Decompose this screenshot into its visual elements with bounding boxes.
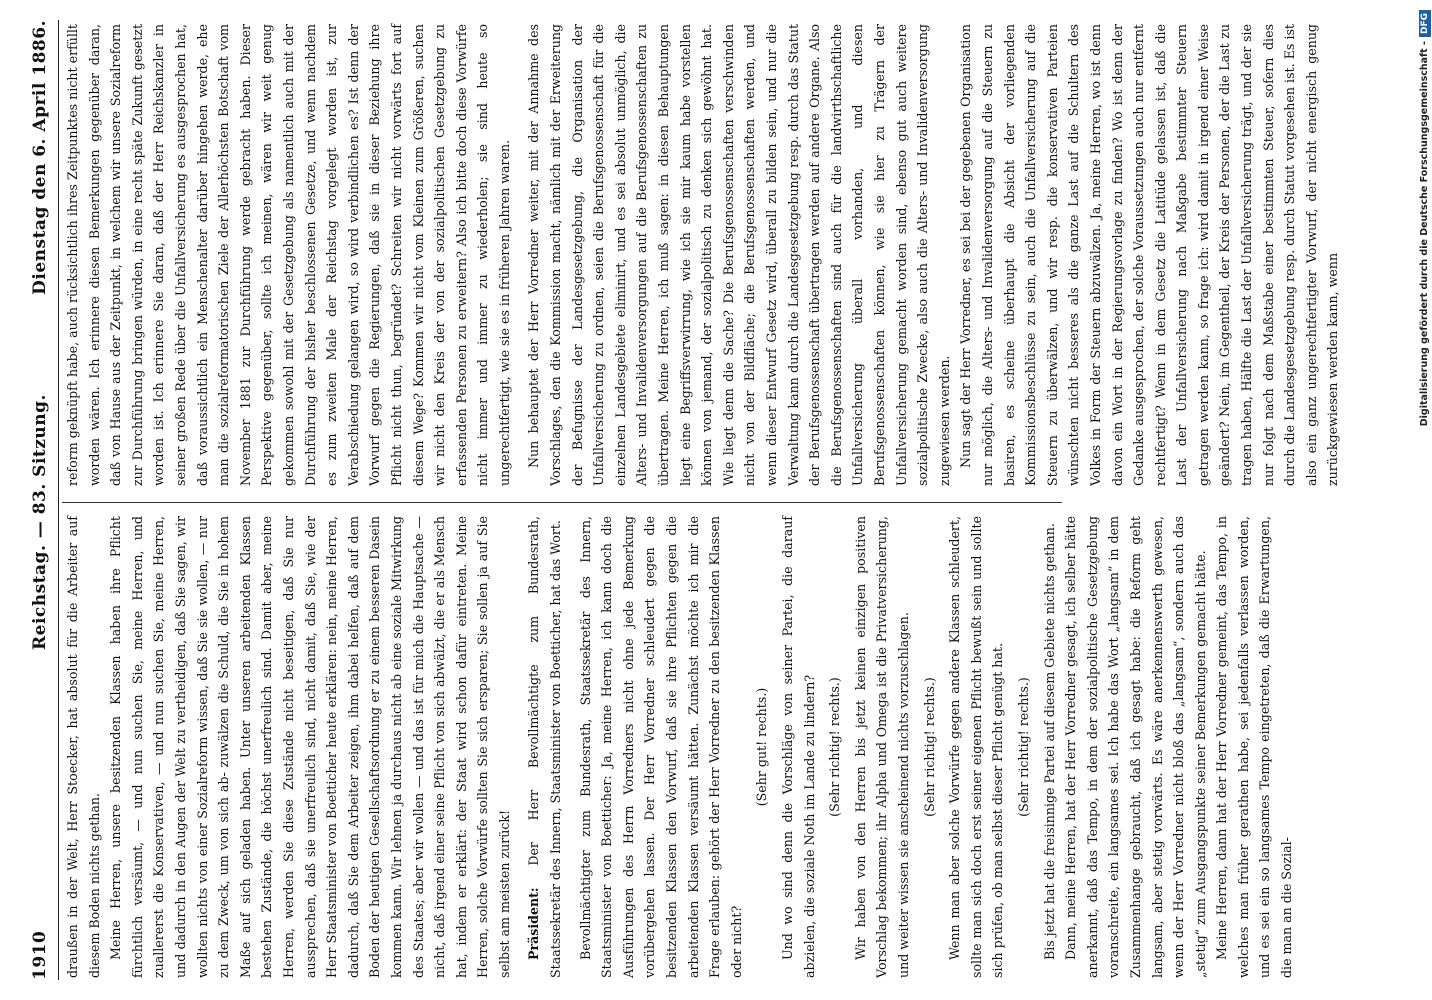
paragraph-text: Der Herr Bevollmächtigte zum Bundesrath, Staatssekretär des Innern, Staatsminister von Boetticher, hat das Wort. [526, 516, 564, 978]
paragraph: Dann, meine Herren, hat der Herr Vorredner gesagt, ich selber hätte anerkannt, daß das Tempo, in dem der sozialpolitische Gesetzgebung voranschreite, ein langsames sei. Ich habe das Wort „langsam“ in dem Zusammenhange gebraucht, daß ich gesagt habe: die Reform geht langsam, aber stetig vorwärts. Es wäre anerkennenswerth gewesen, wenn der Herr Vorredner nicht bloß das „langsam“, sondern auch das „stetig“ zum Ausgangspunkte seiner Bemerkungen gemacht hätte. [1063, 516, 1208, 978]
page-header [30, 20, 56, 980]
paragraph: Meine Herren, unsere besitzenden Klassen haben ihre Pflicht fürchtlich versäumt, — und nun suchen Sie, meine Herren, und zuallererst die Konservativen, — und nun suchen Sie, meine Herren, und dadurch in den Augen der Welt zu vertheidigen, daß Sie sagen, wir wollten nichts von einer Sozialreform wissen, daß Sie sie wollen, — nur zu dem Zweck, um von sich ab- zuwälzen die Schuld, die Sie in hohem Maße auf sich geladen haben. Unter unseren arbeitenden Klassen bestehen Zustände, die höchst unerfreulich sind. Damit aber, meine Herren, werden Sie diese Zustände nicht beseitigen, daß Sie nur aussprechen, daß sie unerfreulich sind, nicht damit, daß Sie, wie der Herr Staatsminister von Boetticher heute erklären: nein, meine Herren, dadurch, daß Sie dem Arbeiter zeigen, ihm dabei helfen, daß auf dem Boden der heutigen Gesellschaftsordnung er zu einem besseren Dasein kommen kann. Wir lehnen ja durchaus nicht ab eine soziale Mitwirkung des Staates; aber wir wollen — und das ist für mich die Hauptsache — nicht, daß irgend einer seine Pflicht von sich abwälzt, die er als Mensch hat, indem er erklärt: der Staat wird schon dafür eintreten. Meine Herren, solche Vorwürfe sollten Sie sich ersparen; Sie sollen ja auf Sie selbst am meisten zurück! [108, 516, 512, 978]
paragraph: Meine Herren, dann hat der Herr Vorredner gemeint, das Tempo, in welches man früher gerathen habe, sei jedenfalls verlassen worden, und es sei ein so langsames Tempo eingetreten, daß die Erwartungen, die man an die Sozial- [1214, 516, 1295, 978]
credit-text: Digitalisierung gefördert durch die Deutsche Forschungsgemeinschaft - [1419, 41, 1430, 427]
paragraph: Nun behauptet der Herr Vorredner weiter, mit der Annahme des Vorschlages, den die Kommission macht, nämlich mit der Erweiterung der Befugnisse der Landesgesetzgebung, die Organisation der Unfallversicherung zu ordnen, seien die Berufsgenossenschaft für die einzelnen Landesgebiete eliminirt, und es sei absolut unmöglich, die Alters- und Invalidenversorgungen auf die Berufsgenossenschaften zu übertragen. Meine Herren, ich muß sagen: in diesen Behauptungen liegt eine Begriffsverwirrung, wie ich sie mir kaum habe vorstellen können von jemand, der sozialpolitisch zu denken sich gewöhnt hat. Wie liegt denn die Sache? Die Berufsgenossenschaften verschwinden nicht von der Bildfläche; die Berufsgenossenschaften werden, und wenn dieser Entwurf Gesetz wird, überall zu bilden sein, und nur die Verwaltung kann durch die Landesgesetzgebung resp. durch das Statut der Berufsgenossenschaft übertragen werden auf andere Organe. Also die Berufsgenossenschaften sind auch für die landwirthschaftliche Unfallversicherung überall vorhanden, und diesen Berufsgenossenschaften können, wie sie hier zu Trägern der Unfallversicherung gemacht worden sind, ebenso gut auch weitere sozialpolitische Zwecke, also auch die Alters- und Invalidenversorgung zugewiesen werden. [526, 24, 952, 486]
speaker-label: Präsident: [526, 887, 542, 960]
right-column [62, 24, 1341, 486]
left-column [62, 516, 1295, 978]
dfg-logo: DFG [1419, 10, 1431, 37]
paragraph [523, 516, 566, 978]
paragraph: Nun sagt der Herr Vorredner, es sei bei der gegebenen Organisation nur möglich, die Alters- und Invalidenversorgung auf die Steuern zu basiren, es scheine überhaupt die Absicht der vorliegenden Kommissionsbeschlüsse zu sein, auch die Unfallversicherung auf die Steuern zu überwälzen, und wir resp. die konservativen Parteien wünschten nicht besseres als die ganze Last auf die Schultern des Volkes in Form der Steuern abzuwälzen. Ja, meine Herren, wo ist denn davon ein Wort in der Regierungsvorlage zu finden? Wo ist denn der Gedanke ausgesprochen, der solche Voraussetzungen auch nur entfernt rechtfertigt? Wenn in dem Gesetz die Latitüde gelassen ist, daß die Last der Unfallversicherung nach Maßgabe bestimmter Steuern getragen werden kann, so frage ich: wird damit in irgend einer Weise geändert? Nein, im Gegentheil, der Kreis der Personen, der die Last zu tragen haben, Hälfte die Last der Unfallversicherung trägt, und der sie nur folgt nach dem Maßstabe einer bestimmten Steuer, sofern dies durch die Landesgesetzgebung resp. durch Statut vorgesehen ist. Es ist also ein ganz ungerechtfertigter Vorwurf, der nicht energisch genug zurückgewiesen werden kann, wenn [958, 24, 1341, 486]
header-rule [58, 20, 59, 980]
session-date: Dienstag den 6. April 1886. [30, 20, 50, 295]
paragraph: Bevollmächtigter zum Bundesrath, Staatssekretär des Innern, Staatsminister von Boetticher: Ja, meine Herren, ich kann doch die Ausführungen des Herrn Vorredners nicht ohne jede Bemerkung vorübergehen lassen. Der Herr Vorredner schleudert gegen die besitzenden Klassen den Vorwurf, daß sie ihre Pflichten gegen die arbeitenden Klassen versäumt hätten. Zunächst möchte ich mir die Frage erlauben: gehört der Herr Vorredner zu den besitzenden Klassen oder nicht? [577, 516, 744, 978]
interjection: (Sehr richtig! rechts.) [827, 677, 843, 817]
interjection: (Sehr richtig! rechts.) [1015, 677, 1031, 817]
session-title: Reichstag. — 83. Sitzung. [30, 394, 50, 650]
column-divider [62, 502, 1062, 503]
paragraph: Wenn man aber solche Vorwürfe gegen andere Klassen schleudert, sollte man sich doch erst seiner eigenen Pflicht bewußt sein und sollte sich prüfen, ob man selbst dieser Pflicht genügt hat. [947, 516, 1006, 978]
paragraph: draußen in der Welt, Herr Stoecker, hat absolut für die Arbeiter auf diesem Boden nichts gethan. [65, 516, 102, 978]
paragraph: Wir haben von den Herren bis jetzt keinen einzigen positiven Vorschlag bekommen; ihr Alpha und Omega ist die Privatversicherung, und weiter wissen sie anscheinend nichts vorzuschlagen. [852, 516, 911, 978]
interjection: (Sehr gut! rechts.) [754, 687, 770, 807]
paragraph: Bis jetzt hat die freisinnige Partei auf diesem Gebiete nichts gethan. [1041, 523, 1057, 960]
paragraph: reform geknüpft habe, auch rücksichtlich ihres Zeitpunktes nicht erfüllt worden wären. Ich erinnere diesen Bemerkungen gegenüber daran, daß von Hause aus der Zeitpunkt, in welchem wir unsere Sozialreform zur Durchführung bringen würden, in eine recht späte Zukunft gesetzt worden ist. Ich erinnere Sie daran, daß der Herr Reichskanzler in seiner großen Rede über die Unfallversicherung es ausgesprochen hat, daß voraussichtlich ein Menschenalter darüber hingehen werde, ehe man die sozialreformatorischen Ziele der Allerhöchsten Botschaft vom November 1881 zur Durchführung werde gebracht haben. Dieser Perspektive gegenüber, sollte ich meinen, wären wir weit genug gekommen sowohl mit der Gesetzgebung als namentlich auch mit der Durchführung der bisher beschlossenen Gesetze, und wenn nachdem es zum zweiten Male der Reichstag vorgelegt worden ist, zur Verabschiedung gelangen wird, so wird verbindlichen es? Ist denn der Vorwurf gegen die Regierungen, daß sie in dieser Beziehung ihre Pflicht nicht thun, begründet? Schreiten wir nicht vorwärts fort auf diesem Wege? Kommen wir nicht vom Kleinen zum Größeren, suchen wir nicht den Kreis der von der sozialpolitischen Gesetzgebung zu erfassenden Personen zu erweitern? Also ich bitte doch diese Vorwürfe nicht immer und immer zu wiederholen; sie sind heute so ungerechtfertigt, wie sie es in früheren Jahren waren. [65, 24, 512, 486]
interjection: (Sehr richtig! rechts.) [921, 677, 937, 817]
page-number: 1910 [30, 930, 50, 980]
paragraph: Und wo sind denn die Vorschläge von seiner Partei, die darauf abzielen, die soziale Noth im Lande zu lindern? [780, 516, 817, 978]
digitization-credit [1419, 10, 1431, 990]
